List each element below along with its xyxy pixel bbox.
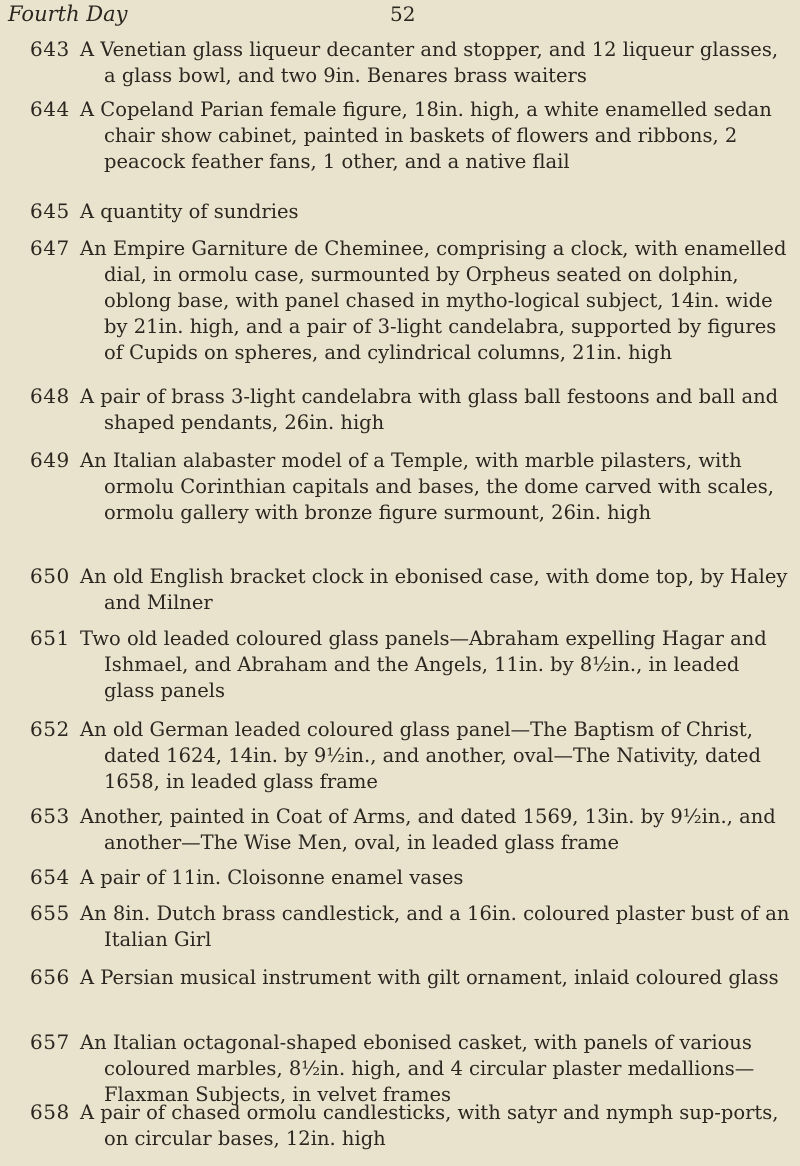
lot-number: 653 [30,804,70,828]
page-header [0,2,800,42]
lot-description: A pair of brass 3-light candelabra with glass ball festoons and ball and shaped pendants, 26in. high [80,385,779,434]
day-heading: Fourth Day [8,2,128,26]
lot-number: 651 [30,626,70,650]
lot-number: 644 [30,97,70,121]
lot-description: A Persian musical instrument with gilt ornament, inlaid coloured glass [80,966,779,989]
lot-description: A quantity of sundries [80,200,299,223]
lot-description: A Venetian glass liqueur decanter and stopper, and 12 liqueur glasses, a glass bowl, and two 9in. Benares brass waiters [80,38,779,87]
lot-number: 643 [30,37,70,61]
lot-number: 657 [30,1030,70,1054]
lot-number: 652 [30,717,70,741]
lot-number: 656 [30,965,70,989]
lot-description: Two old leaded coloured glass panels—Abraham expelling Hagar and Ishmael, and Abraham and the Angels, 11in. by 8½in., in leaded glass panels [80,627,767,702]
page-number: 52 [390,2,416,26]
lot-number: 658 [30,1100,70,1124]
lot-number: 645 [30,199,70,223]
lot-number: 650 [30,564,70,588]
lot-description: An Italian octagonal-shaped ebonised casket, with panels of various coloured marbles, 8½in. high, and 4 circular plaster medallions—Flaxman Subjects, in velvet frames [80,1031,755,1106]
lot-description: An 8in. Dutch brass candlestick, and a 16in. coloured plaster bust of an Italian Girl [80,902,790,951]
lot-description: An Italian alabaster model of a Temple, with marble pilasters, with ormolu Corinthian capitals and bases, the dome carved with scales, ormolu gallery with bronze figure surmount, 26in. high [80,449,774,524]
lot-number: 648 [30,384,70,408]
lot-number: 654 [30,865,70,889]
lot-description: A pair of chased ormolu candlesticks, with satyr and nymph sup-ports, on circular bases, 12in. high [80,1101,779,1150]
lot-description: A Copeland Parian female figure, 18in. high, a white enamelled sedan chair show cabinet, painted in baskets of flowers and ribbons, 2 peacock feather fans, 1 other, and a native flail [80,98,772,173]
lot-description: Another, painted in Coat of Arms, and dated 1569, 13in. by 9½in., and another—The Wise Men, oval, in leaded glass frame [80,805,776,854]
lot-description: An Empire Garniture de Cheminee, comprising a clock, with enamelled dial, in ormolu case, surmounted by Orpheus seated on dolphin, oblong base, with panel chased in mytho-logical subject, 14in. wide by 21in. high, and a pair of 3-light candelabra, supported by figures of Cupids on spheres, and cylindrical columns, 21in. high [80,237,787,364]
lot-description: An old English bracket clock in ebonised case, with dome top, by Haley and Milner [80,565,788,614]
lot-number: 655 [30,901,70,925]
lot-description: An old German leaded coloured glass panel—The Baptism of Christ, dated 1624, 14in. by 9½in., and another, oval—The Nativity, dated 1658, in leaded glass frame [80,718,761,793]
lot-number: 647 [30,236,70,260]
lot-number: 649 [30,448,70,472]
lot-description: A pair of 11in. Cloisonne enamel vases [80,866,464,889]
